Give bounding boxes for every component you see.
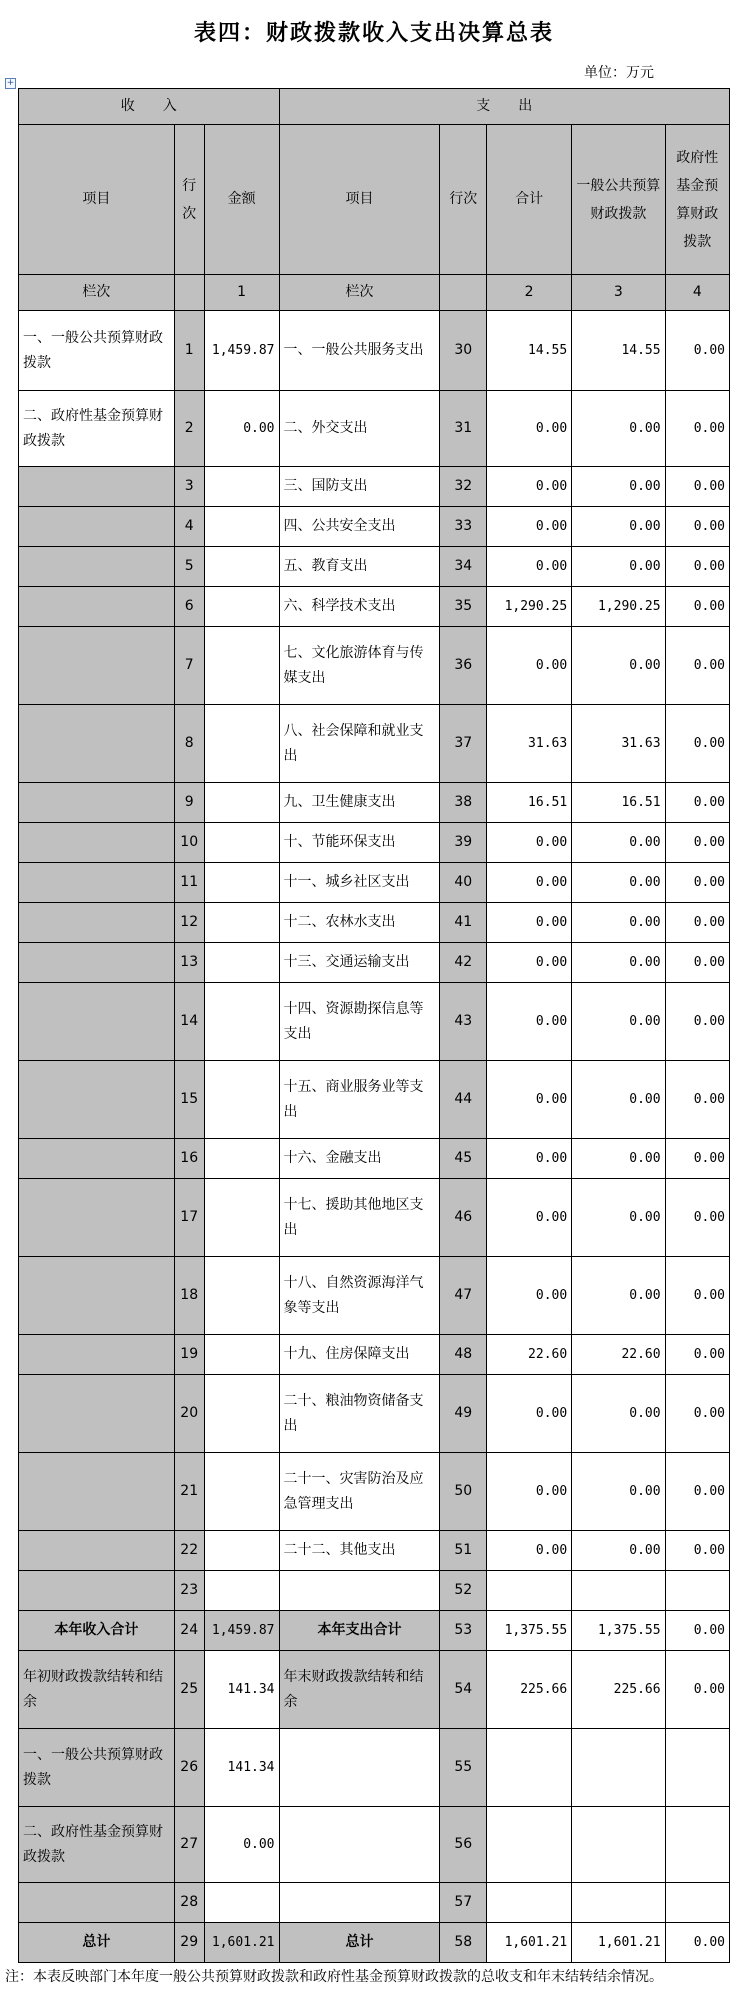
expense-fund-cell: 0.00 xyxy=(665,391,729,467)
expense-general-cell: 0.00 xyxy=(572,1061,665,1139)
expense-total-cell: 0.00 xyxy=(487,627,572,705)
expense-line-cell: 56 xyxy=(440,1807,487,1883)
expense-item-header: 项目 xyxy=(279,125,440,275)
expense-general-cell: 0.00 xyxy=(572,467,665,507)
income-item-cell xyxy=(19,627,175,705)
income-item-cell xyxy=(19,1335,175,1375)
expense-fund-cell: 0.00 xyxy=(665,1375,729,1453)
expense-fund-cell xyxy=(665,1571,729,1611)
income-line-cell: 6 xyxy=(174,587,204,627)
col2-label: 2 xyxy=(487,275,572,311)
expense-general-cell: 0.00 xyxy=(572,507,665,547)
income-amount-cell xyxy=(204,1531,279,1571)
income-line-cell: 3 xyxy=(174,467,204,507)
income-item-cell: 本年收入合计 xyxy=(19,1611,175,1651)
expense-item-cell: 年末财政拨款结转和结余 xyxy=(279,1651,440,1729)
expense-general-cell: 1,290.25 xyxy=(572,587,665,627)
table-row xyxy=(19,1335,730,1375)
expense-general-cell xyxy=(572,1729,665,1807)
income-amount-cell xyxy=(204,1883,279,1923)
expense-line-cell: 36 xyxy=(440,627,487,705)
expense-fund-cell: 0.00 xyxy=(665,823,729,863)
expense-line-cell: 32 xyxy=(440,467,487,507)
income-item-cell: 二、政府性基金预算财政拨款 xyxy=(19,391,175,467)
expense-total-cell: 0.00 xyxy=(487,1257,572,1335)
income-line-cell: 28 xyxy=(174,1883,204,1923)
income-item-cell xyxy=(19,1061,175,1139)
expense-general-cell: 0.00 xyxy=(572,903,665,943)
expense-line-cell: 57 xyxy=(440,1883,487,1923)
table-row xyxy=(19,627,730,705)
expense-fund-header: 政府性基金预算财政拨款 xyxy=(665,125,729,275)
expense-line-cell: 43 xyxy=(440,983,487,1061)
table-row xyxy=(19,547,730,587)
income-line-cell: 21 xyxy=(174,1453,204,1531)
expense-item-cell: 七、文化旅游体育与传媒支出 xyxy=(279,627,440,705)
table-row xyxy=(19,1061,730,1139)
expense-fund-cell: 0.00 xyxy=(665,1453,729,1531)
expense-general-cell: 0.00 xyxy=(572,547,665,587)
expense-item-cell: 二十二、其他支出 xyxy=(279,1531,440,1571)
expense-total-cell: 1,601.21 xyxy=(487,1923,572,1963)
income-amount-cell: 0.00 xyxy=(204,391,279,467)
income-item-cell: 总计 xyxy=(19,1923,175,1963)
table-row xyxy=(19,1807,730,1883)
expense-item-cell: 四、公共安全支出 xyxy=(279,507,440,547)
expense-line-cell: 44 xyxy=(440,1061,487,1139)
table-row xyxy=(19,1729,730,1807)
expense-item-cell: 十一、城乡社区支出 xyxy=(279,863,440,903)
expense-general-cell: 14.55 xyxy=(572,311,665,391)
income-amount-cell: 141.34 xyxy=(204,1651,279,1729)
expense-total-cell: 225.66 xyxy=(487,1651,572,1729)
table-row xyxy=(19,311,730,391)
expense-item-cell xyxy=(279,1571,440,1611)
income-line-cell: 16 xyxy=(174,1139,204,1179)
income-item-cell xyxy=(19,783,175,823)
table-row xyxy=(19,507,730,547)
income-line-cell: 26 xyxy=(174,1729,204,1807)
expense-fund-cell: 0.00 xyxy=(665,587,729,627)
income-line-cell: 10 xyxy=(174,823,204,863)
expense-general-cell: 0.00 xyxy=(572,391,665,467)
income-line-cell: 7 xyxy=(174,627,204,705)
expense-general-cell: 0.00 xyxy=(572,1139,665,1179)
expense-line-cell: 37 xyxy=(440,705,487,783)
expense-item-cell: 十九、住房保障支出 xyxy=(279,1335,440,1375)
table-row xyxy=(19,1257,730,1335)
income-item-cell: 年初财政拨款结转和结余 xyxy=(19,1651,175,1729)
income-amount-cell xyxy=(204,1571,279,1611)
table-row xyxy=(19,1651,730,1729)
expense-line-cell: 46 xyxy=(440,1179,487,1257)
expense-fund-cell xyxy=(665,1807,729,1883)
expense-fund-cell: 0.00 xyxy=(665,903,729,943)
expense-item-cell: 本年支出合计 xyxy=(279,1611,440,1651)
expense-fund-cell: 0.00 xyxy=(665,1257,729,1335)
income-line-cell: 29 xyxy=(174,1923,204,1963)
col1-label: 1 xyxy=(204,275,279,311)
income-amount-cell xyxy=(204,547,279,587)
expense-total-cell: 0.00 xyxy=(487,943,572,983)
expense-item-cell xyxy=(279,1729,440,1807)
income-column-label: 栏次 xyxy=(19,275,175,311)
expense-general-cell: 31.63 xyxy=(572,705,665,783)
expense-total-cell: 31.63 xyxy=(487,705,572,783)
expense-fund-cell: 0.00 xyxy=(665,863,729,903)
table-row xyxy=(19,1611,730,1651)
expense-total-cell: 0.00 xyxy=(487,1179,572,1257)
income-line-cell: 24 xyxy=(174,1611,204,1651)
expense-fund-cell: 0.00 xyxy=(665,1611,729,1651)
col3-label: 3 xyxy=(572,275,665,311)
expense-line-cell: 49 xyxy=(440,1375,487,1453)
expense-line-cell: 30 xyxy=(440,311,487,391)
expand-icon[interactable]: + xyxy=(6,78,15,88)
expense-line-cell: 53 xyxy=(440,1611,487,1651)
footnote: 注：本表反映部门本年度一般公共预算财政拨款和政府性基金预算财政拨款的总收支和年末结转结余情况。 xyxy=(5,1969,663,1985)
income-item-cell: 二、政府性基金预算财政拨款 xyxy=(19,1807,175,1883)
income-line-cell: 2 xyxy=(174,391,204,467)
table-row xyxy=(19,1883,730,1923)
income-line-cell: 5 xyxy=(174,547,204,587)
expense-total-cell: 1,375.55 xyxy=(487,1611,572,1651)
expense-general-cell: 0.00 xyxy=(572,1531,665,1571)
expense-fund-cell: 0.00 xyxy=(665,627,729,705)
expense-general-cell: 22.60 xyxy=(572,1335,665,1375)
income-line-column-label xyxy=(174,275,204,311)
expense-total-cell: 0.00 xyxy=(487,467,572,507)
income-line-cell: 23 xyxy=(174,1571,204,1611)
expense-item-cell: 一、一般公共服务支出 xyxy=(279,311,440,391)
expense-general-cell: 1,375.55 xyxy=(572,1611,665,1651)
table-row xyxy=(19,943,730,983)
expense-total-cell xyxy=(487,1883,572,1923)
income-item-cell xyxy=(19,467,175,507)
income-line-header: 行次 xyxy=(174,125,204,275)
expense-fund-cell: 0.00 xyxy=(665,1651,729,1729)
expense-item-cell: 八、社会保障和就业支出 xyxy=(279,705,440,783)
expense-total-cell: 0.00 xyxy=(487,1375,572,1453)
income-line-cell: 25 xyxy=(174,1651,204,1729)
income-item-cell xyxy=(19,587,175,627)
expense-item-cell: 十四、资源勘探信息等支出 xyxy=(279,983,440,1061)
income-item-cell xyxy=(19,705,175,783)
expense-line-cell: 39 xyxy=(440,823,487,863)
expense-total-cell: 16.51 xyxy=(487,783,572,823)
expense-item-cell xyxy=(279,1807,440,1883)
table-row xyxy=(19,823,730,863)
table-row xyxy=(19,467,730,507)
table-row xyxy=(19,1179,730,1257)
expense-general-cell: 0.00 xyxy=(572,863,665,903)
income-item-cell xyxy=(19,1531,175,1571)
table-row xyxy=(19,1453,730,1531)
income-amount-cell xyxy=(204,705,279,783)
expense-fund-cell: 0.00 xyxy=(665,1061,729,1139)
expense-line-cell: 55 xyxy=(440,1729,487,1807)
expense-general-cell: 16.51 xyxy=(572,783,665,823)
expense-general-cell: 0.00 xyxy=(572,1257,665,1335)
expense-line-cell: 31 xyxy=(440,391,487,467)
income-line-cell: 12 xyxy=(174,903,204,943)
expense-general-cell: 225.66 xyxy=(572,1651,665,1729)
expense-fund-cell: 0.00 xyxy=(665,983,729,1061)
expense-general-cell xyxy=(572,1571,665,1611)
expense-line-cell: 54 xyxy=(440,1651,487,1729)
table-row xyxy=(19,1923,730,1963)
income-item-cell xyxy=(19,547,175,587)
income-line-cell: 15 xyxy=(174,1061,204,1139)
expense-item-cell xyxy=(279,1883,440,1923)
expense-line-cell: 34 xyxy=(440,547,487,587)
income-header: 收 入 xyxy=(19,89,280,125)
income-item-cell xyxy=(19,1453,175,1531)
income-amount-cell xyxy=(204,1335,279,1375)
income-line-cell: 4 xyxy=(174,507,204,547)
income-line-cell: 27 xyxy=(174,1807,204,1883)
expense-fund-cell: 0.00 xyxy=(665,507,729,547)
expense-line-cell: 42 xyxy=(440,943,487,983)
expense-item-cell: 二、外交支出 xyxy=(279,391,440,467)
expense-item-cell: 十六、金融支出 xyxy=(279,1139,440,1179)
expense-fund-cell: 0.00 xyxy=(665,547,729,587)
income-item-cell xyxy=(19,863,175,903)
expense-item-cell: 二十、粮油物资储备支出 xyxy=(279,1375,440,1453)
income-line-cell: 11 xyxy=(174,863,204,903)
table-row xyxy=(19,863,730,903)
income-amount-cell xyxy=(204,863,279,903)
table-row xyxy=(19,705,730,783)
income-amount-cell xyxy=(204,587,279,627)
income-line-cell: 18 xyxy=(174,1257,204,1335)
income-item-cell xyxy=(19,1375,175,1453)
expense-general-cell: 0.00 xyxy=(572,1179,665,1257)
expense-fund-cell: 0.00 xyxy=(665,1139,729,1179)
expense-line-cell: 52 xyxy=(440,1571,487,1611)
table-row xyxy=(19,983,730,1061)
expense-total-cell: 0.00 xyxy=(487,1453,572,1531)
expense-general-cell: 0.00 xyxy=(572,1453,665,1531)
expense-fund-cell: 0.00 xyxy=(665,311,729,391)
expense-general-header: 一般公共预算财政拨款 xyxy=(572,125,665,275)
table-row xyxy=(19,1531,730,1571)
expense-line-cell: 45 xyxy=(440,1139,487,1179)
expense-general-cell: 0.00 xyxy=(572,823,665,863)
expense-line-header: 行次 xyxy=(440,125,487,275)
expense-total-cell: 1,290.25 xyxy=(487,587,572,627)
income-item-cell xyxy=(19,1257,175,1335)
expense-fund-cell: 0.00 xyxy=(665,705,729,783)
expense-item-cell: 十五、商业服务业等支出 xyxy=(279,1061,440,1139)
table-row xyxy=(19,391,730,467)
expense-fund-cell: 0.00 xyxy=(665,1531,729,1571)
expense-line-column-label xyxy=(440,275,487,311)
income-amount-cell xyxy=(204,983,279,1061)
income-amount-cell xyxy=(204,1375,279,1453)
expense-item-cell: 十七、援助其他地区支出 xyxy=(279,1179,440,1257)
expense-item-cell: 总计 xyxy=(279,1923,440,1963)
income-amount-cell: 1,459.87 xyxy=(204,1611,279,1651)
income-item-header: 项目 xyxy=(19,125,175,275)
income-amount-cell xyxy=(204,1453,279,1531)
expense-total-cell: 0.00 xyxy=(487,1061,572,1139)
expense-total-cell: 0.00 xyxy=(487,1139,572,1179)
table-row xyxy=(19,783,730,823)
expense-item-cell: 二十一、灾害防治及应急管理支出 xyxy=(279,1453,440,1531)
income-line-cell: 1 xyxy=(174,311,204,391)
expense-line-cell: 50 xyxy=(440,1453,487,1531)
expense-total-cell xyxy=(487,1571,572,1611)
expense-item-cell: 十八、自然资源海洋气象等支出 xyxy=(279,1257,440,1335)
expense-total-cell: 22.60 xyxy=(487,1335,572,1375)
unit-label: 单位：万元 xyxy=(584,65,654,81)
expense-item-cell: 三、国防支出 xyxy=(279,467,440,507)
expense-general-cell xyxy=(572,1883,665,1923)
income-item-cell xyxy=(19,1883,175,1923)
expense-line-cell: 38 xyxy=(440,783,487,823)
income-item-cell xyxy=(19,1571,175,1611)
expense-fund-cell: 0.00 xyxy=(665,1335,729,1375)
income-amount-cell: 1,601.21 xyxy=(204,1923,279,1963)
income-line-cell: 14 xyxy=(174,983,204,1061)
income-item-cell xyxy=(19,943,175,983)
table-row xyxy=(19,1375,730,1453)
expense-total-cell: 0.00 xyxy=(487,1531,572,1571)
expense-item-cell: 九、卫生健康支出 xyxy=(279,783,440,823)
income-line-cell: 19 xyxy=(174,1335,204,1375)
income-item-cell: 一、一般公共预算财政拨款 xyxy=(19,311,175,391)
income-amount-cell xyxy=(204,467,279,507)
table-row xyxy=(19,587,730,627)
expense-total-cell: 0.00 xyxy=(487,903,572,943)
budget-table xyxy=(18,88,730,1963)
expense-total-cell: 0.00 xyxy=(487,507,572,547)
income-amount-cell xyxy=(204,627,279,705)
expense-total-cell: 0.00 xyxy=(487,823,572,863)
expense-fund-cell: 0.00 xyxy=(665,783,729,823)
table-row xyxy=(19,1139,730,1179)
income-amount-cell: 1,459.87 xyxy=(204,311,279,391)
income-amount-cell xyxy=(204,1061,279,1139)
expense-line-cell: 51 xyxy=(440,1531,487,1571)
expense-line-cell: 33 xyxy=(440,507,487,547)
income-line-cell: 13 xyxy=(174,943,204,983)
income-line-cell: 20 xyxy=(174,1375,204,1453)
income-item-cell xyxy=(19,903,175,943)
income-item-cell xyxy=(19,507,175,547)
expense-line-cell: 35 xyxy=(440,587,487,627)
expense-item-cell: 五、教育支出 xyxy=(279,547,440,587)
income-amount-cell xyxy=(204,1139,279,1179)
income-line-cell: 9 xyxy=(174,783,204,823)
table-row xyxy=(19,903,730,943)
expense-line-cell: 48 xyxy=(440,1335,487,1375)
expense-line-cell: 41 xyxy=(440,903,487,943)
expense-general-cell: 1,601.21 xyxy=(572,1923,665,1963)
expense-line-cell: 40 xyxy=(440,863,487,903)
income-amount-cell: 0.00 xyxy=(204,1807,279,1883)
expense-fund-cell xyxy=(665,1729,729,1807)
expense-fund-cell xyxy=(665,1883,729,1923)
expense-general-cell: 0.00 xyxy=(572,983,665,1061)
income-amount-cell xyxy=(204,1257,279,1335)
expense-line-cell: 58 xyxy=(440,1923,487,1963)
income-item-cell xyxy=(19,983,175,1061)
expense-general-cell xyxy=(572,1807,665,1883)
income-amount-cell: 141.34 xyxy=(204,1729,279,1807)
expense-fund-cell: 0.00 xyxy=(665,1923,729,1963)
income-amount-cell xyxy=(204,943,279,983)
income-amount-cell xyxy=(204,823,279,863)
income-amount-cell xyxy=(204,783,279,823)
income-item-cell xyxy=(19,1179,175,1257)
expense-fund-cell: 0.00 xyxy=(665,467,729,507)
expense-item-cell: 十、节能环保支出 xyxy=(279,823,440,863)
expense-item-cell: 十三、交通运输支出 xyxy=(279,943,440,983)
expense-item-cell: 十二、农林水支出 xyxy=(279,903,440,943)
income-line-cell: 8 xyxy=(174,705,204,783)
income-item-cell: 一、一般公共预算财政拨款 xyxy=(19,1729,175,1807)
income-amount-cell xyxy=(204,1179,279,1257)
income-item-cell xyxy=(19,823,175,863)
expense-fund-cell: 0.00 xyxy=(665,1179,729,1257)
expense-total-cell: 0.00 xyxy=(487,983,572,1061)
expense-general-cell: 0.00 xyxy=(572,1375,665,1453)
expense-total-cell: 14.55 xyxy=(487,311,572,391)
income-amount-cell xyxy=(204,507,279,547)
income-amount-header: 金额 xyxy=(204,125,279,275)
income-amount-cell xyxy=(204,903,279,943)
expense-column-label: 栏次 xyxy=(279,275,440,311)
expense-fund-cell: 0.00 xyxy=(665,943,729,983)
expense-total-cell: 0.00 xyxy=(487,391,572,467)
expense-line-cell: 47 xyxy=(440,1257,487,1335)
income-item-cell xyxy=(19,1139,175,1179)
expense-general-cell: 0.00 xyxy=(572,627,665,705)
col4-label: 4 xyxy=(665,275,729,311)
expense-header: 支 出 xyxy=(279,89,729,125)
table-row xyxy=(19,1571,730,1611)
income-line-cell: 17 xyxy=(174,1179,204,1257)
page-title: 表四：财政拨款收入支出决算总表 xyxy=(193,20,554,46)
expense-total-cell: 0.00 xyxy=(487,547,572,587)
expense-general-cell: 0.00 xyxy=(572,943,665,983)
expense-total-header: 合计 xyxy=(487,125,572,275)
expense-total-cell xyxy=(487,1729,572,1807)
expense-item-cell: 六、科学技术支出 xyxy=(279,587,440,627)
expense-total-cell: 0.00 xyxy=(487,863,572,903)
expense-total-cell xyxy=(487,1807,572,1883)
income-line-cell: 22 xyxy=(174,1531,204,1571)
